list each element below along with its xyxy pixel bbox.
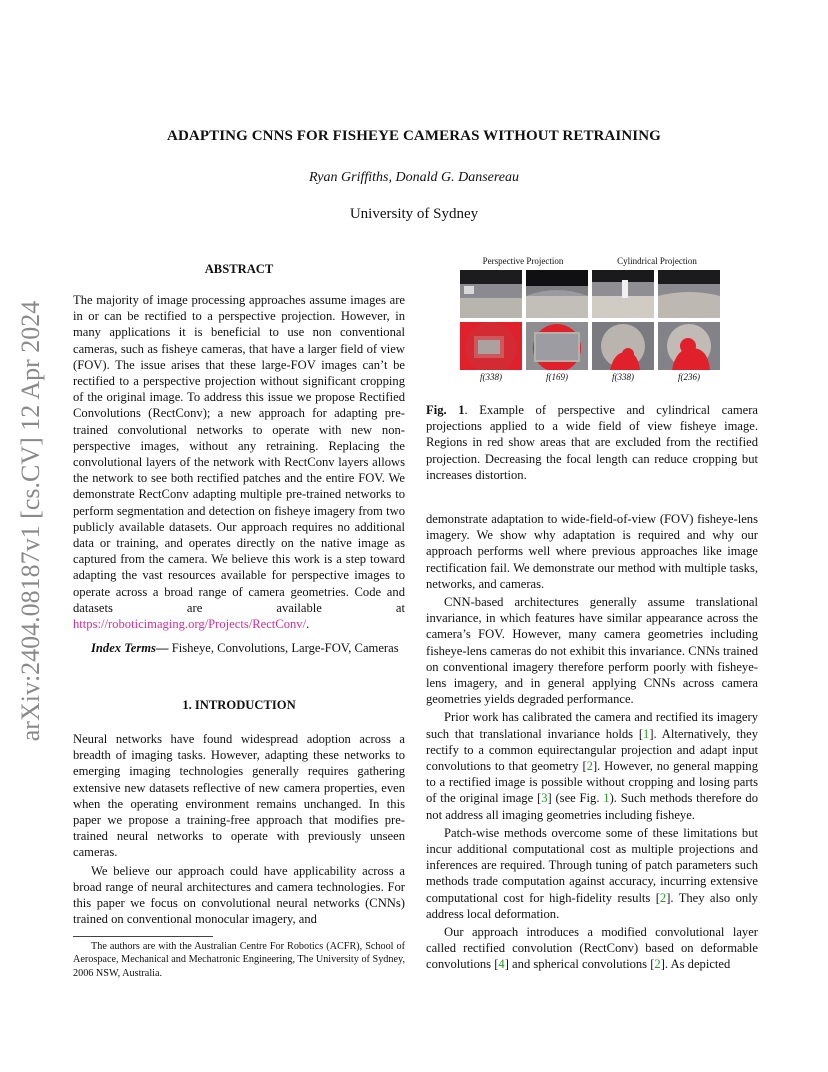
figure-fisheye-mask	[460, 322, 522, 370]
abstract-heading: ABSTRACT	[204, 262, 274, 276]
paper-authors: Ryan Griffiths, Donald G. Dansereau	[309, 170, 519, 185]
figure-rectified-image	[526, 270, 588, 318]
paper-title: ADAPTING CNNS FOR FISHEYE CAMERAS WITHOUT RETRAINING	[167, 128, 661, 144]
figure-focal-label: f(236)	[678, 372, 700, 382]
figure-rectified-image	[658, 270, 720, 318]
figure-ref-link[interactable]: 1	[603, 791, 610, 806]
citation-link[interactable]: 3	[541, 791, 548, 806]
p5-text-c: ]. As depicted	[660, 957, 731, 972]
introduction-heading: 1. INTRODUCTION	[182, 698, 296, 712]
figure-fisheye-mask	[592, 322, 654, 370]
intro-paragraph-2: We believe our approach could have applicability across a broad range of neural architectures and camera technologies. For this paper we focus on convolutional neural networks (CNNs) trained on conventional monocular imagery, and	[73, 863, 405, 927]
citation-link[interactable]: 2	[659, 890, 667, 905]
citation-link[interactable]: 2	[586, 759, 593, 774]
intro-paragraph-1: Neural networks have found widespread adoption across a breadth of imaging tasks. However, adapting these networks to emerging imaging technologies generally requires gathering extensive new datasets reflective of new camera properties, even when the operating environment remains unchanged. In this paper we propose a training-free approach that modifies pre-trained neural networks to operate with previously unseen cameras.	[73, 732, 405, 860]
footnote-rule	[73, 936, 213, 937]
p5-text-a: Our approach introduces a modified convolutional layer called rectified convolution (RectConv) based on deformable convolutions [	[426, 925, 758, 972]
introduction-body	[73, 731, 405, 927]
figure-col-head-cylindrical: Cylindrical Projection	[617, 256, 697, 266]
p3-text-c: ]. However, no general mapping to a rectified image is possible without cropping and losing parts of the original image [	[426, 759, 758, 806]
p3-text-b: ]. Alternatively, they rectify to a common equirectangular projection and adapt input convolutions to that geometry [	[426, 726, 759, 774]
p4-text-b: ]. They also only address local deformation.	[426, 890, 758, 921]
citation-link[interactable]: 1	[643, 726, 650, 741]
right-paragraph-4	[426, 825, 758, 922]
index-terms-label: Index Terms—	[91, 641, 169, 656]
footnote: The authors are with the Australian Centre For Robotics (ACFR), School of Aerospace, Mechanical and Mechatronic Engineering, The University of Sydney, 2006 NSW, Australia.	[73, 941, 405, 979]
abstract-text: The majority of image processing approaches assume images are in or can be rectified to a perspective projection. However, in many applications it is beneficial to use non conventional cameras, such as fisheye cameras, that have a larger field of view (FOV). The issue arises that these large-FOV images can’t be rectified to a perspective projection without significant cropping of the original image. To address this issue we propose Rectified Convolutions (RectConv); a new approach for adapting pre-trained convolutional networks to operate with new non-perspective images, without any retraining. Replacing the convolutional layers of the network with RectConv layers allows the network to see both rectified patches and the entire FOV. We demonstrate RectConv adapting multiple pre-trained networks to perform segmentation and detection on fisheye imagery from two publicly available datasets. Our approach requires no additional data or training, and operates directly on the native image as captured from the camera. We believe this work is a step toward adapting the vast resources available for perspective images to operate across a broad range of camera geometries. Code and datasets are available at	[73, 293, 405, 615]
p5-text-b: ] and spherical convolutions [	[504, 957, 655, 972]
figure-rectified-image	[592, 270, 654, 318]
p3-text-a: Prior work has calibrated the camera and rectified its imagery such that translational invariance holds [	[426, 710, 758, 741]
index-terms-text: Fisheye, Convolutions, Large-FOV, Cameras	[168, 641, 399, 656]
index-terms	[73, 640, 405, 656]
abstract-body	[73, 292, 405, 656]
figure-1	[458, 256, 722, 384]
p3-text-e: ). Such methods therefore do not address all imaging geometries including fisheye.	[426, 791, 758, 822]
abstract-end: .	[306, 617, 310, 632]
citation-link[interactable]: 2	[654, 957, 661, 972]
p4-text-a: Patch-wise methods overcome some of these limitations but incur additional computational cost as multiple projections and inferences are required. Through tuning of patch parameters such methods trade computation against accuracy, incurring extensive computational cost for high-fidelity results [	[426, 825, 758, 905]
figure-focal-label: f(169)	[546, 372, 568, 382]
figure-rectified-image	[460, 270, 522, 318]
figure-fisheye-mask	[526, 322, 588, 370]
arxiv-id-text: arXiv:2404.08187v1 [cs.CV] 12 Apr 2024	[16, 300, 45, 742]
right-paragraph-3	[426, 709, 758, 822]
figure-focal-label: f(338)	[612, 372, 634, 382]
project-link[interactable]: https://roboticimaging.org/Projects/RectConv/	[73, 617, 307, 632]
figure-col-head-perspective: Perspective Projection	[482, 256, 564, 266]
arxiv-side-label	[16, 286, 46, 756]
p3-text-d: ] (see Fig.	[547, 791, 604, 806]
citation-link[interactable]: 4	[498, 957, 505, 972]
right-paragraph-1: demonstrate adaptation to wide-field-of-view (FOV) fisheye-lens imagery. We show why adaptation is required and why our approach performs well where previous approaches like image rectification fail. We demonstrate our method with multiple tasks, networks, and cameras.	[426, 512, 758, 591]
right-column-body	[426, 511, 758, 973]
figure-caption-text: . Example of perspective and cylindrical camera projections applied to a wide field of view fisheye image. Regions in red show areas that are excluded from the rectified projection. Decreasing the focal length can reduce cropping but increases distortion.	[426, 403, 758, 482]
right-paragraph-2: CNN-based architectures generally assume translational invariance, in which features have similar appearance across the camera’s FOV. However, many camera geometries including fisheye-lens cameras do not exhibit this invariance. CNNs trained on conventional imagery therefore perform poorly with fisheye-lens imagery, and in general applying CNNs across camera geometries yields degraded performance.	[426, 595, 758, 707]
figure-fisheye-mask	[658, 322, 720, 370]
right-paragraph-5	[426, 924, 758, 973]
figure-focal-label: f(338)	[480, 372, 502, 382]
figure-caption-label: Fig. 1	[426, 403, 465, 417]
paper-affiliation: University of Sydney	[349, 206, 479, 222]
figure-caption	[426, 402, 758, 483]
